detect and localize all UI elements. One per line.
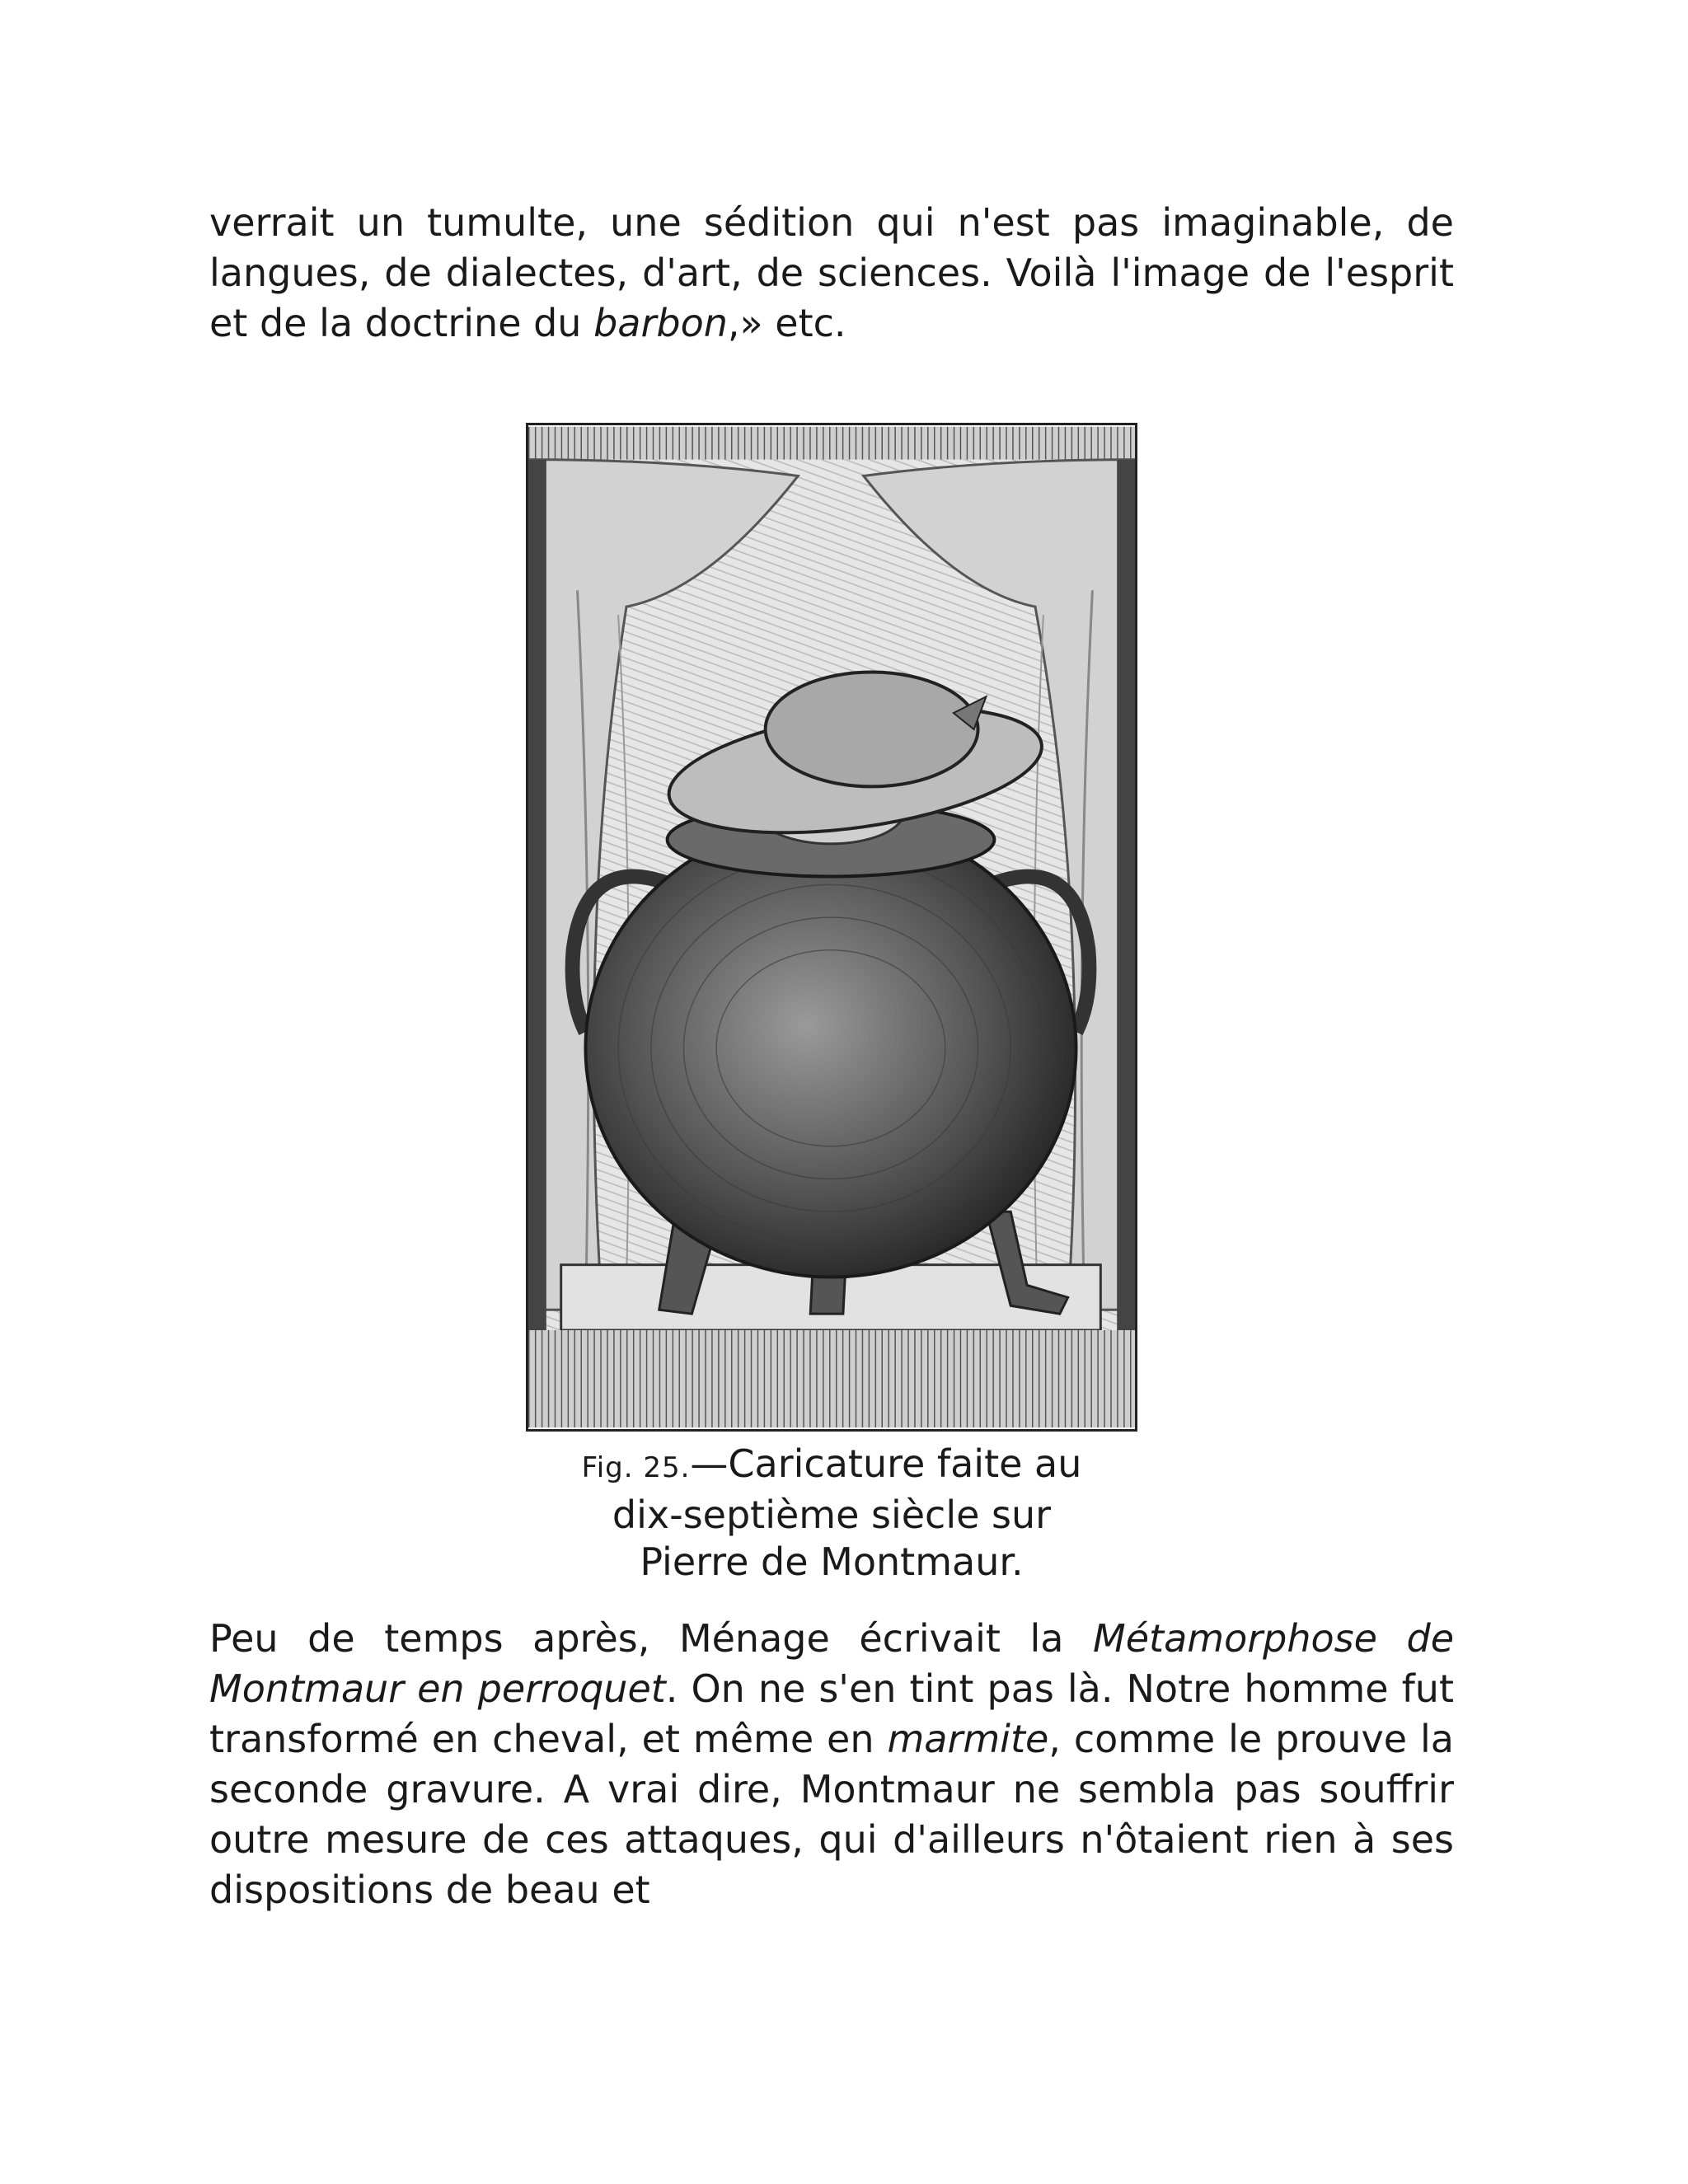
caption-text-1: —Caricature faite au [690, 1441, 1082, 1486]
figure-caption [526, 1441, 1137, 1586]
paragraph-top-text-2: ,» etc. [727, 301, 846, 345]
figure-cauldron-engraving [526, 423, 1137, 1432]
paragraph-top-text-1: verrait un tumulte, une sédition qui n'est pas imaginable, de langues, de dialectes, d'art, de sciences. Voilà l'image de l'esprit et de la doctrine du [209, 200, 1454, 345]
cauldron-caricature-icon [528, 425, 1135, 1429]
caption-line-3: Pierre de Montmaur. [640, 1540, 1024, 1584]
paragraph-bottom-italic-marmite: marmite [887, 1717, 1049, 1761]
caption-line-1 [526, 1441, 1137, 1492]
paragraph-bottom-text-3: , comme le prouve la seconde gravure. A vrai dire, Montmaur ne sembla pas souffrir outre mesure de ces attaques, qui d'ailleurs n'ôtaient rien à ses dispositions de beau et [209, 1717, 1454, 1912]
caption-figure-label: Fig. 25. [581, 1451, 691, 1484]
paragraph-bottom [209, 1614, 1454, 1915]
paragraph-top-italic-barbon: barbon [593, 301, 728, 345]
paragraph-bottom-italic-metamorphose: Métamorphose de Montmaur en perroquet [209, 1616, 1454, 1711]
caption-line-2: dix-septième siècle sur [612, 1493, 1052, 1537]
paragraph-bottom-text-2: . On ne s'en tint pas là. Notre homme fut transformé en cheval, et même en [209, 1666, 1454, 1761]
paragraph-top [209, 198, 1454, 349]
paragraph-bottom-text-1: Peu de temps après, Ménage écrivait la [209, 1616, 1094, 1661]
